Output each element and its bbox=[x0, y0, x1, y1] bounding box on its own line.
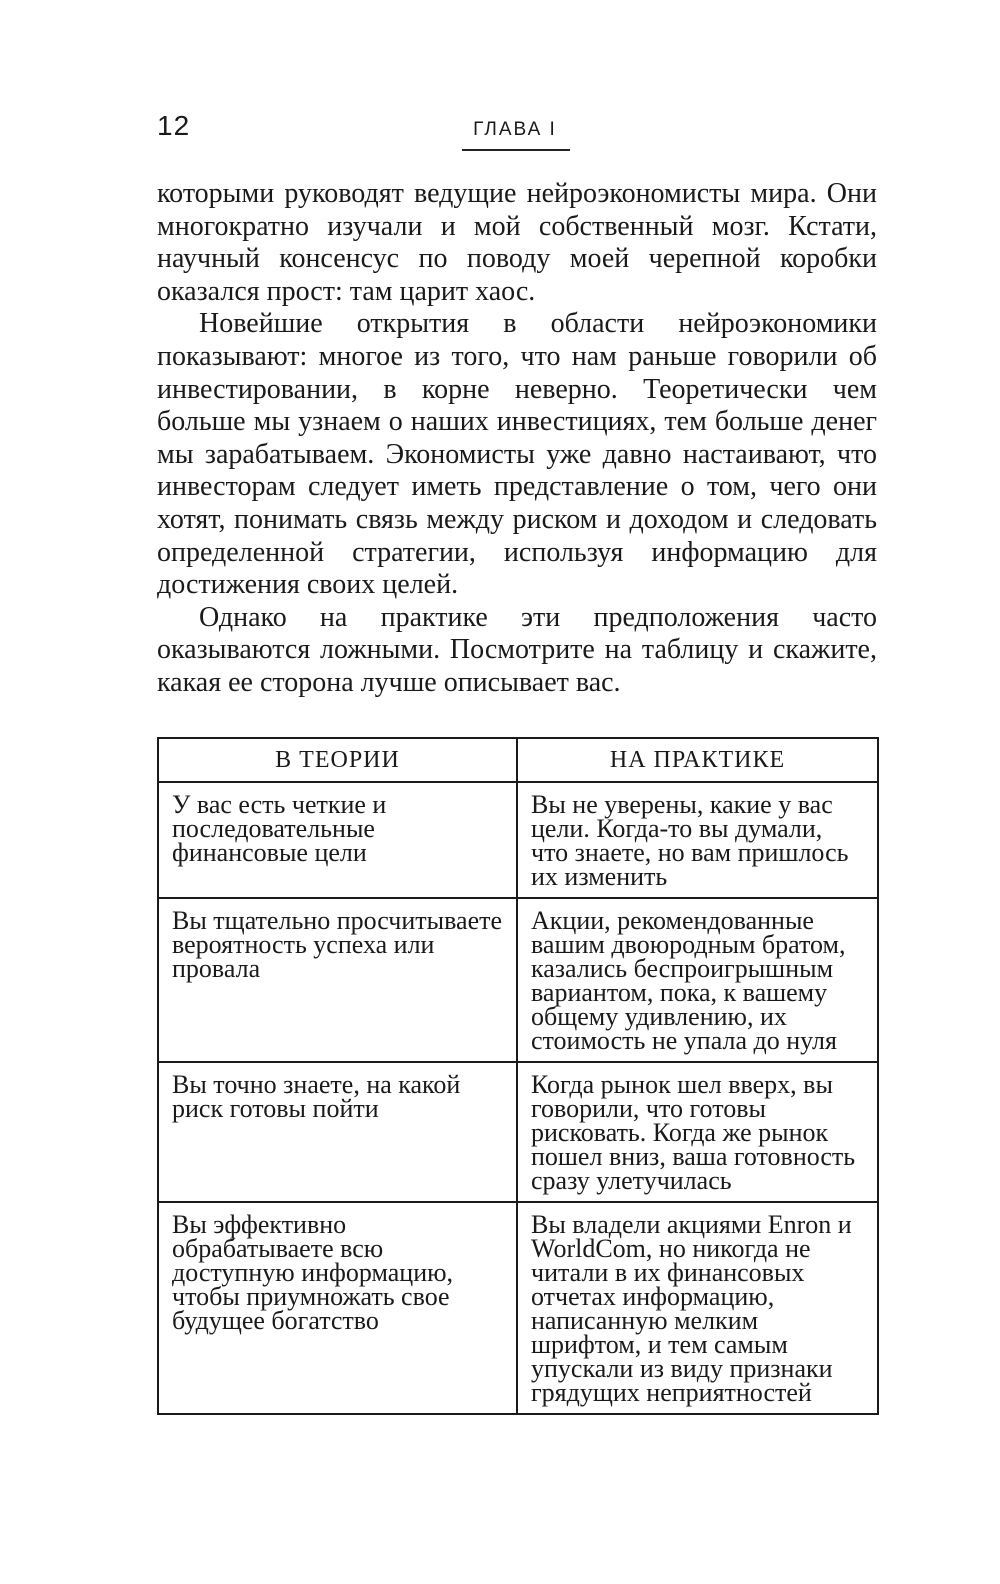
theory-cell: Вы точно знаете, на какой риск готовы пойти bbox=[158, 1062, 517, 1202]
table-row bbox=[158, 1062, 878, 1202]
table-row bbox=[158, 782, 878, 898]
practice-cell: Вы не уверены, какие у вас цели. Когда-то вы думали, что знаете, но вам пришлось их изменить bbox=[517, 782, 878, 898]
table-header-row bbox=[158, 738, 878, 782]
theory-cell: Вы эффективно обрабатываете всю доступную информацию, чтобы приумножать свое будущее богатство bbox=[158, 1202, 517, 1414]
practice-cell: Когда рынок шел вверх, вы говорили, что готовы рисковать. Когда же рынок пошел вниз, ваша готовность сразу улетучилась bbox=[517, 1062, 878, 1202]
table-row bbox=[158, 898, 878, 1062]
practice-cell: Акции, рекомендованные вашим двоюродным братом, казались беспроигрышным вариантом, пока, к вашему общему удивлению, их стоимость не упала до нуля bbox=[517, 898, 878, 1062]
comparison-table bbox=[157, 737, 879, 1415]
paragraph: которыми руководят ведущие нейроэкономисты мира. Они многократно изучали и мой собственный мозг. Кстати, научный консенсус по поводу моей черепной коробки оказался прост: там царит хаос. bbox=[157, 178, 877, 307]
theory-cell: Вы тщательно просчитываете вероятность успеха или провала bbox=[158, 898, 517, 1062]
chapter-title: ГЛАВА I bbox=[473, 119, 557, 140]
paragraph: Однако на практике эти предположения часто оказываются ложными. Посмотрите на таблицу и скажите, какая ее сторона лучше описывает вас. bbox=[157, 601, 877, 698]
body-text bbox=[157, 178, 877, 700]
theory-cell: У вас есть четкие и последовательные финансовые цели bbox=[158, 782, 517, 898]
paragraph: Новейшие открытия в области нейроэкономики показывают: многое из того, что нам раньше говорили об инвестировании, в корне неверно. Теоретически чем больше мы узнаем о наших инвестициях, тем больше денег мы зарабатываем. Экономисты уже давно настаивают, что инвесторам следует иметь представление о том, чего они хотят, понимать связь между риском и доходом и следовать определенной стратегии, используя информацию для достижения своих целей. bbox=[157, 308, 877, 601]
table-row bbox=[158, 1202, 878, 1414]
table-header-practice: НА ПРАКТИКЕ bbox=[517, 738, 878, 782]
header-rule bbox=[462, 149, 570, 151]
table-header-theory: В ТЕОРИИ bbox=[158, 738, 517, 782]
page-number: 12 bbox=[157, 110, 191, 141]
practice-cell: Вы владели акциями Enron и WorldCom, но никогда не читали в их финансовых отчетах информацию, написанную мелким шрифтом, и тем самым упускали из виду признаки грядущих неприятностей bbox=[517, 1202, 878, 1414]
